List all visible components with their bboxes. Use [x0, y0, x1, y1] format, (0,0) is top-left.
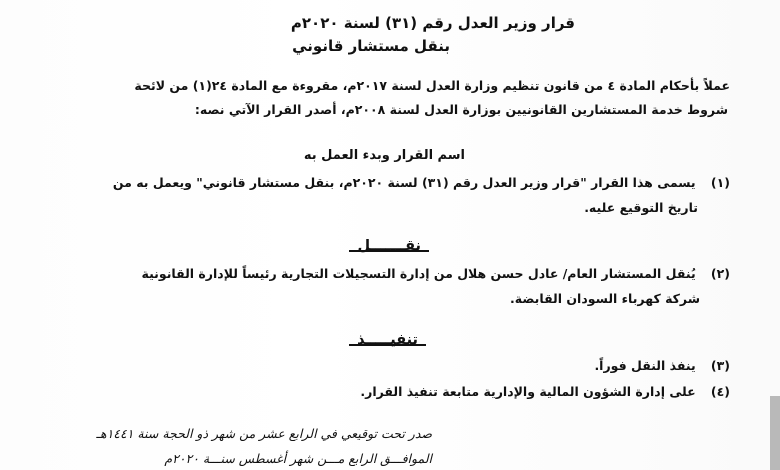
item-4-number: (٤) — [710, 384, 730, 399]
item-2-prefix: يُنقل المستشار العام/ — [562, 266, 696, 281]
decision-title: قرار وزير العدل رقم (٣١) لسنة ٢٠٢٠م — [290, 14, 575, 32]
page-edge-shadow — [770, 396, 780, 470]
preamble-line-2: شروط خدمة المستشارين القانونيين بوزارة العدل لسنة ٢٠٠٨م، أصدر القرار الآتي نصه: — [194, 102, 728, 117]
item-1-number: (١) — [710, 175, 730, 190]
item-1-text: يسمى هذا القرار "قرار وزير العدل رقم (٣١) لسنة ٢٠٢٠م، بنقل مستشار قانوني" ويعمل به من — [112, 175, 696, 190]
issued-date-hijri: صدر تحت توقيعي في الرابع عشر من شهر ذو الحجة سنة ١٤٤١هـ — [96, 426, 432, 441]
item-4 — [360, 384, 730, 399]
item-2-person-name: عادل حسن هلال — [457, 266, 559, 281]
item-4-text: على إدارة الشؤون المالية والإدارية متابعة تنفيذ القرار. — [360, 384, 696, 399]
section-heading-name: اسم القرار وبدء العمل به — [303, 148, 465, 163]
item-2-continuation: شركة كهرباء السودان القابضة. — [510, 291, 700, 306]
decision-subtitle: بنقل مستشار قانوني — [292, 37, 450, 55]
issued-date-gregorian: الموافـــق الرابع مـــن شهر أغسطس سنـــة ٢٠٢٠م — [164, 451, 432, 466]
item-3 — [594, 358, 730, 373]
item-1-continuation: تاريخ التوقيع عليه. — [584, 200, 698, 215]
item-3-text: ينفذ النقل فوراً. — [594, 358, 696, 373]
section-heading-execution: تنفيـــــذ — [353, 332, 422, 352]
item-2-number: (٢) — [710, 266, 730, 281]
preamble-line-1: عملاً بأحكام المادة ٤ من قانون تنظيم وزارة العدل لسنة ٢٠١٧م، مقروءة مع المادة ٢٤(١) من لائحة — [134, 78, 730, 93]
item-3-number: (٣) — [710, 358, 730, 373]
item-2 — [142, 266, 731, 281]
item-1 — [113, 175, 730, 190]
section-heading-transfer: نقـــــــل — [353, 238, 425, 258]
item-2-suffix: من إدارة التسجيلات التجارية رئيساً للإدارة القانونية — [141, 266, 453, 281]
